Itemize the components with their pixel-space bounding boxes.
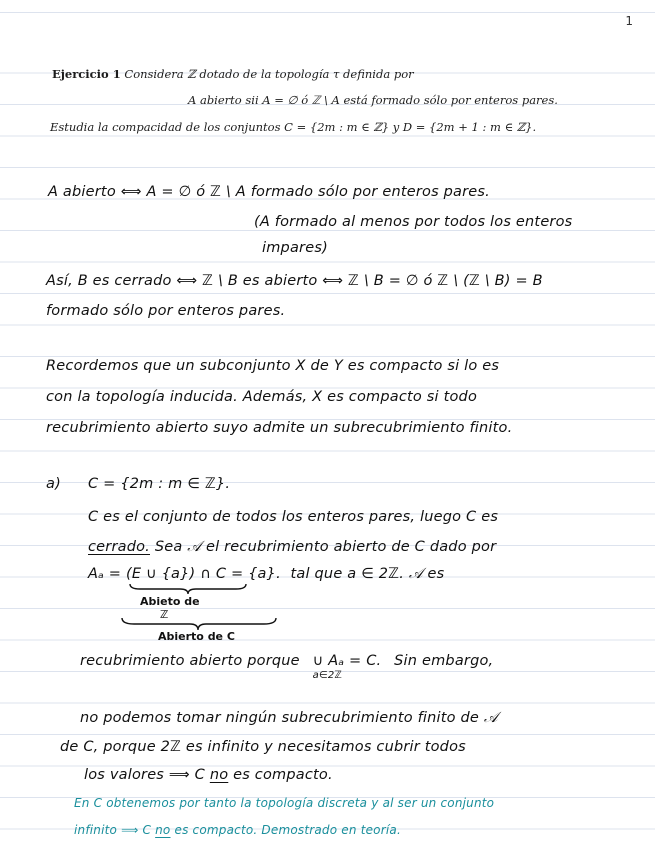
part-a-label: a): [46, 476, 61, 492]
note-a-7-pre: los valores ⟹ C: [84, 767, 205, 783]
note-line-5: formado sólo por enteros pares.: [46, 303, 286, 319]
note-line-4: Así, B es cerrado ⟺ ℤ \ B es abierto ⟺ ℤ \ B = ∅ ó ℤ \ (ℤ \ B) = B: [46, 273, 543, 289]
note-line-1: A abierto ⟺ A = ∅ ó ℤ \ A formado sólo por enteros pares.: [48, 184, 490, 200]
note-a-2: [88, 539, 496, 555]
exercise-task: Estudia la compacidad de los conjuntos C = {2m : m ∈ ℤ} y D = {2m + 1 : m ∈ ℤ}.: [50, 120, 537, 134]
note-a-7: [84, 767, 333, 783]
note-a-5: no podemos tomar ningún subrecubrimiento finito de 𝒜: [80, 710, 498, 726]
brace-label-z: ℤ: [160, 608, 169, 621]
note-a-4-text: recubrimiento abierto porque: [80, 653, 300, 669]
cerrado-underlined: cerrado.: [88, 539, 150, 555]
brace-label-abierto-de: Abieto de: [140, 595, 200, 608]
union-index: a∈2ℤ: [312, 670, 343, 681]
brace-label-abierto-de-c: Abierto de C: [158, 630, 235, 643]
teal-note-2-pre: infinito ⟹ C: [74, 823, 152, 837]
note-line-7: con la topología inducida. Además, X es compacto si todo: [46, 389, 478, 405]
union-expression: [312, 653, 382, 681]
note-a-4-rest: Sin embargo,: [394, 653, 494, 669]
exercise-intro: Considera ℤ dotado de la topología τ definida por: [124, 67, 414, 81]
note-line-8: recubrimiento abierto suyo admite un subrecubrimiento finito.: [46, 420, 513, 436]
note-a-3: [88, 566, 444, 582]
exercise-intro-line: [52, 67, 414, 81]
note-a-6: de C, porque 2ℤ es infinito y necesitamos cubrir todos: [60, 739, 466, 755]
note-line-3: impares): [262, 240, 328, 256]
teal-no-underlined: no: [155, 823, 171, 837]
note-a-1: C es el conjunto de todos los enteros pares, luego C es: [88, 509, 499, 525]
cover-set-condition: tal que a ∈ 2ℤ. 𝒜 es: [290, 566, 445, 582]
brace-abierto-c: [120, 617, 280, 631]
note-line-2: (A formado al menos por todos los enteros: [254, 214, 573, 230]
teal-note-2: [74, 823, 401, 837]
exercise-definition: A abierto sii A = ∅ ó ℤ \ A está formado sólo por enteros pares.: [188, 93, 558, 107]
note-a-7-post: es compacto.: [233, 767, 333, 783]
teal-note-2-post: es compacto. Demostrado en teoría.: [174, 823, 401, 837]
brace-abierto-z: [128, 583, 248, 595]
note-line-6: Recordemos que un subconjunto X de Y es compacto si lo es: [46, 358, 500, 374]
teal-note-1: En C obtenemos por tanto la topología discreta y al ser un conjunto: [74, 796, 495, 810]
part-a-set: C = {2m : m ∈ ℤ}.: [88, 476, 231, 492]
note-a-4: [80, 653, 494, 681]
exercise-title: Ejercicio 1: [52, 67, 121, 81]
note-a-2-rest: Sea 𝒜 el recubrimiento abierto de C dado por: [154, 539, 497, 555]
no-underlined: no: [209, 767, 229, 783]
union-formula: ∪ Aₐ = C.: [312, 653, 382, 669]
cover-set-definition: Aₐ = (E ∪ {a}) ∩ C = {a}.: [88, 566, 281, 582]
page-number: 1: [625, 14, 633, 28]
